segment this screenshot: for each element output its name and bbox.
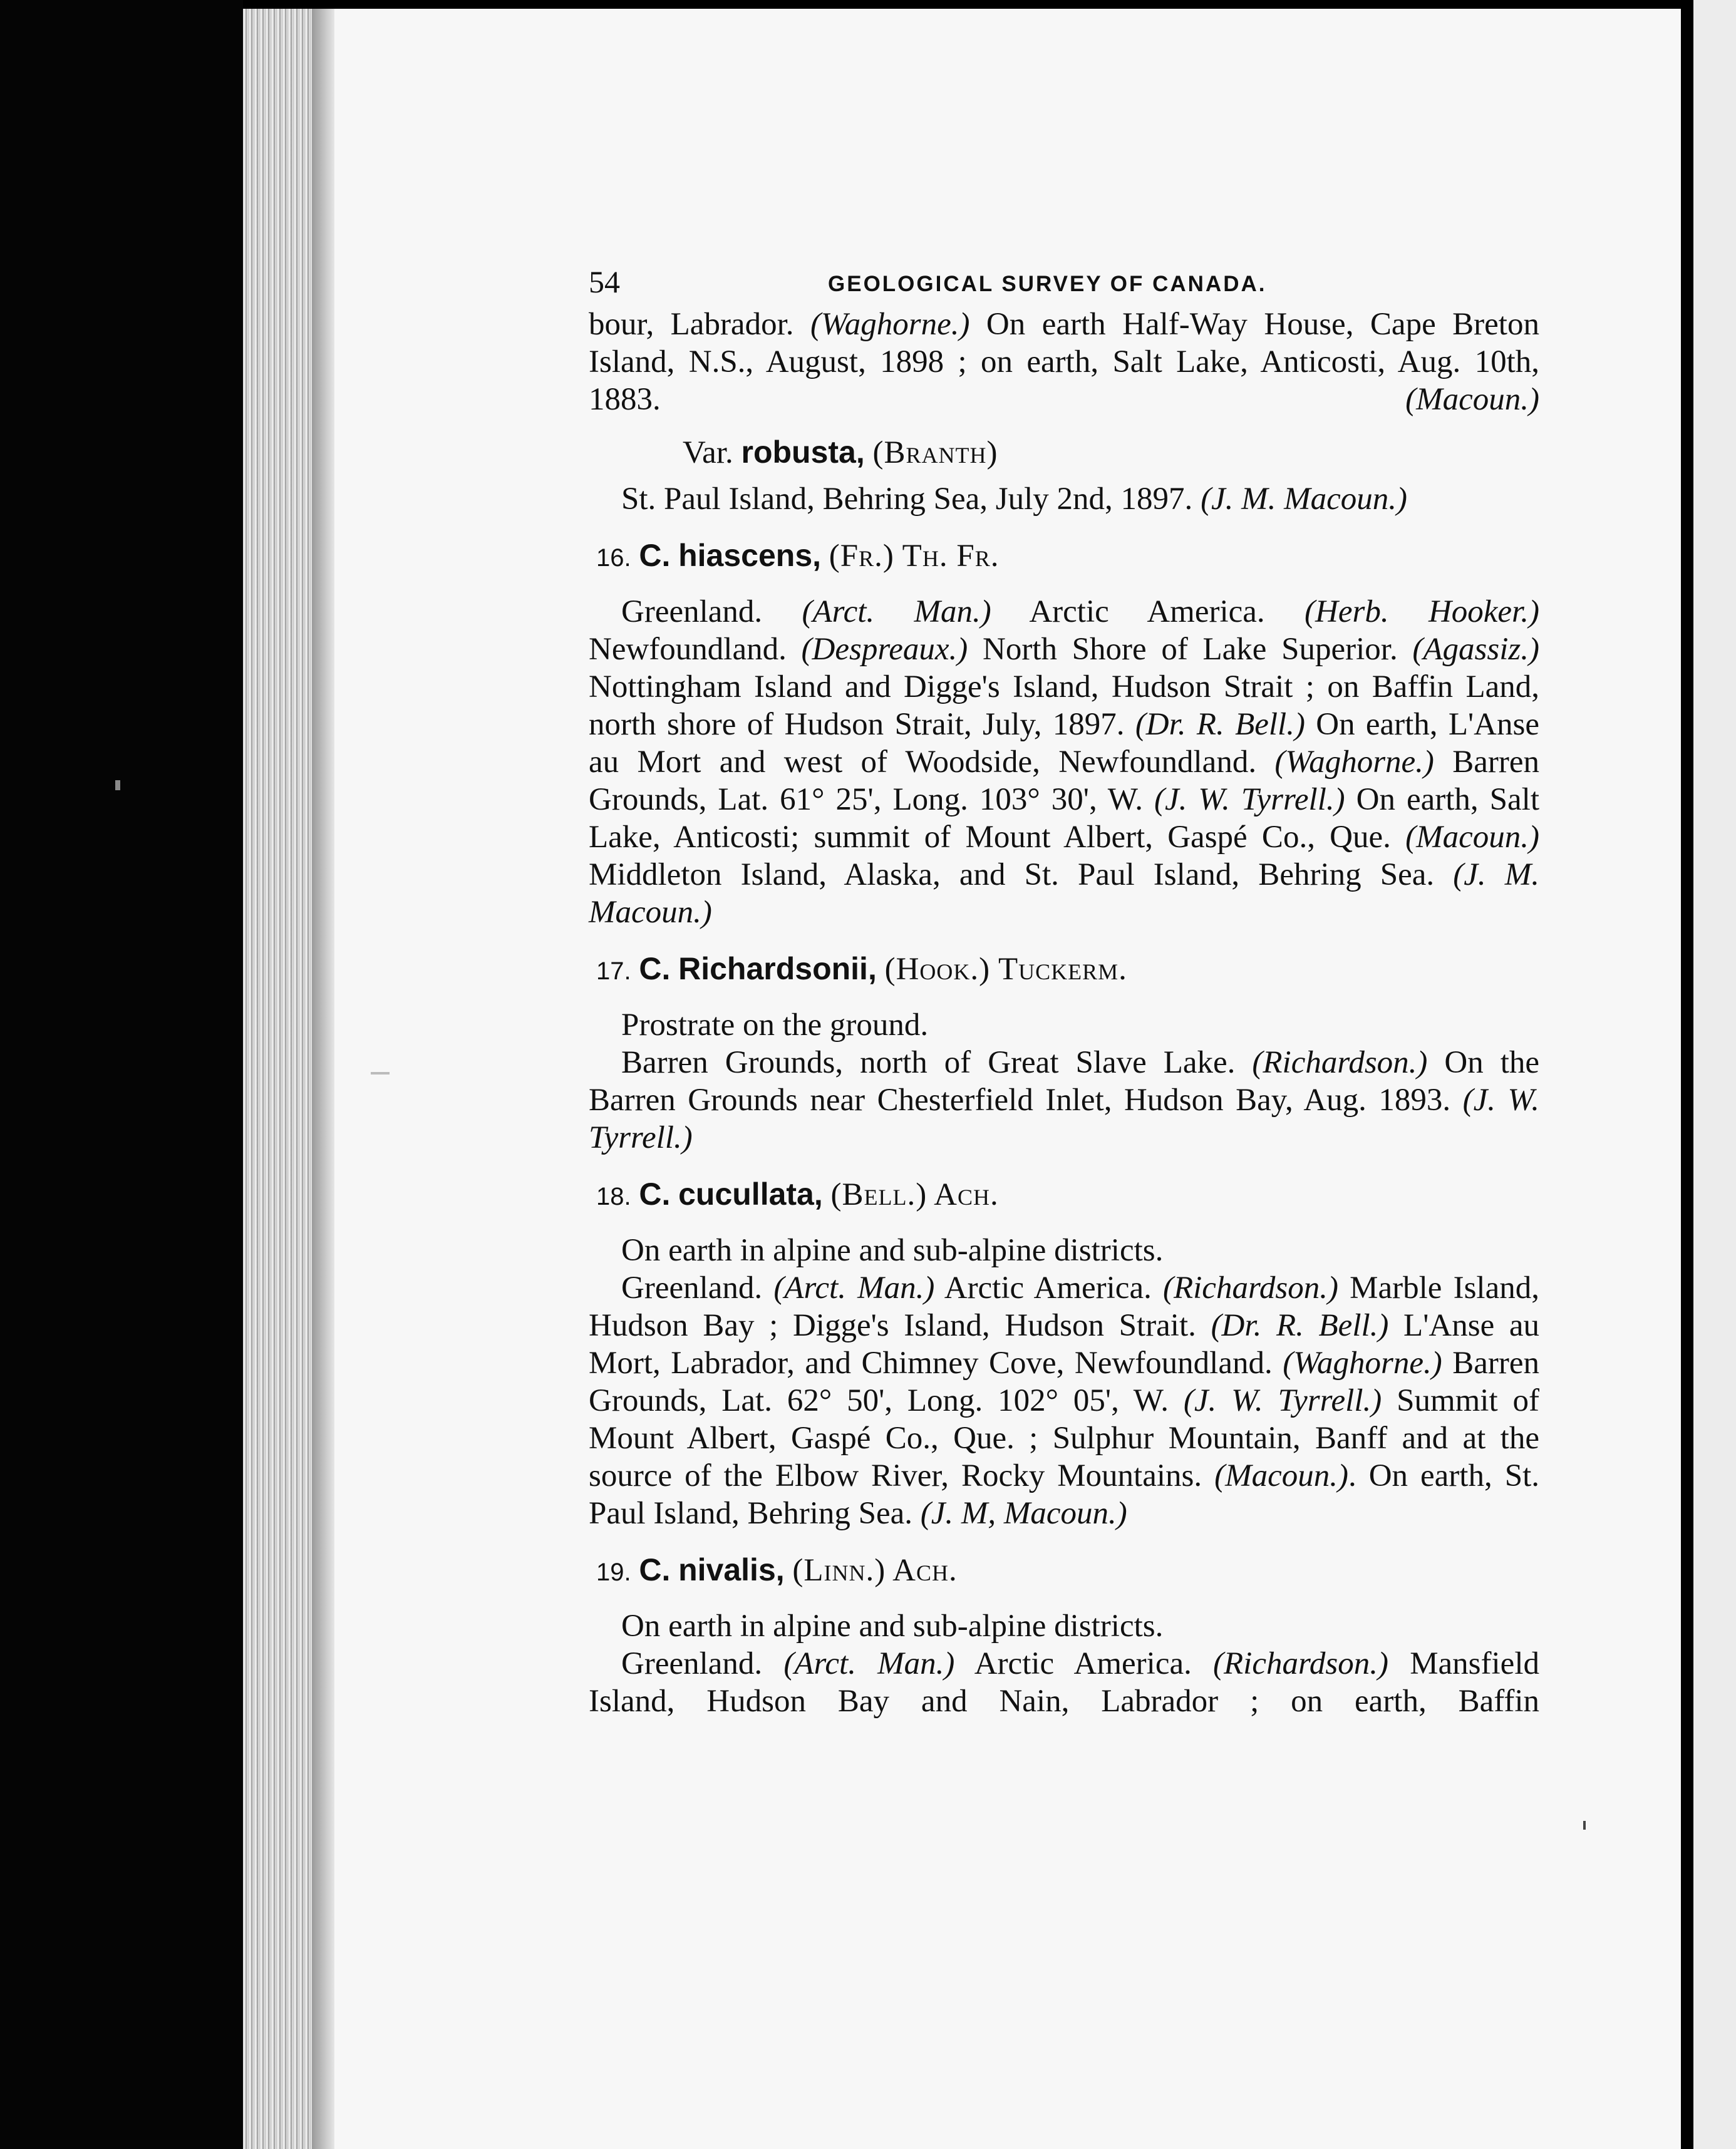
species-habit-18: On earth in alpine and sub-alpine districts. [621,1233,1164,1268]
collector-citation: (Dr. R. Bell.) [1211,1308,1389,1343]
text-run: On earth, L'Anse au Mort and west of Woodside, Newfoundland. [589,707,1539,780]
text-run: Greenland. [621,1646,784,1681]
page-number: 54 [589,264,620,299]
scan-background-top [243,0,1681,9]
species-number: 17. [596,957,631,985]
binding-shadow [312,0,334,2149]
species-number: 16. [596,544,631,572]
collector-citation: (Arct. Man.) [773,1270,935,1306]
scan-speck [115,780,120,790]
species-habit-17: Prostrate on the ground. [621,1008,929,1043]
text-run: St. Paul Island, Behring Sea, July 2nd, 1897. [621,482,1201,517]
scan-speck [371,1072,390,1074]
species-localities-19 [589,1645,1539,1720]
text-run: Barren Grounds, north of Great Slave Lake. [621,1045,1253,1080]
collector-citation: (J. M. Macoun.) [589,857,1539,930]
collector-citation: (Richardson.) [1163,1270,1338,1306]
variety-author: (Branth) [872,435,998,470]
text-run: bour, Labrador. [589,307,810,342]
collector-citation: (Dr. R. Bell.) [1135,707,1305,742]
collector-citation: (J. M, Macoun.) [920,1496,1127,1531]
text-run: On earth Half-Way House, Cape Breton Island, N.S., August, 1898 ; on earth, Salt Lake, Anticosti, Aug. 10th, 1883. [589,307,1539,417]
text-run: Greenland. [621,594,802,629]
text-run: Arctic America. [954,1646,1214,1681]
species-author: (Fr.) Th. Fr. [829,539,1000,574]
collector-citation: (Macoun.) [1405,382,1539,417]
genus-abbrev: C. [639,1552,671,1587]
genus-abbrev: C. [639,538,671,573]
collector-citation: (Macoun.) [1405,820,1539,855]
collector-citation: (Arct. Man.) [802,594,991,629]
species-name: nivalis, [678,1552,785,1587]
species-author: (Linn.) Ach. [792,1553,958,1588]
species-name: Richardsonii, [678,951,877,986]
continued-paragraph [589,306,1539,418]
running-title: GEOLOGICAL SURVEY OF CANADA. [828,272,1267,296]
collector-citation: (Herb. Hooker.) [1305,594,1539,629]
variety-localities [589,480,1539,518]
text-run: North Shore of Lake Superior. [968,632,1413,667]
species-name: hiascens, [678,538,822,573]
page-header [589,263,1539,301]
species-heading-18 [596,1175,1539,1215]
scan-background-left [0,0,243,2149]
text-run: On the Barren Grounds near Chesterfield Inlet, Hudson Bay, Aug. 1893. [589,1045,1540,1118]
text-run: Barren Grounds, Lat. 62° 50', Long. 102° 05', W. [589,1346,1539,1418]
collector-citation: (Waghorne.) [1283,1346,1442,1381]
text-run: Greenland. [621,1270,774,1306]
book-page-edges [243,0,312,2149]
variety-prefix: Var. [683,435,741,470]
species-author: (Hook.) Tuckerm. [884,952,1127,987]
species-localities-18 [589,1269,1539,1532]
text-run: Mansfield Island, Hudson Bay and Nain, Labrador ; on earth, Baffin [589,1646,1539,1719]
collector-citation: (Despreaux.) [801,632,968,667]
species-heading-17 [596,950,1539,990]
collector-citation: (Richardson.) [1213,1646,1389,1681]
scan-speck [1583,1821,1586,1830]
collector-citation: (Macoun.) [1214,1458,1348,1493]
collector-citation: (Waghorne.) [810,307,970,342]
species-name: cucullata, [678,1177,823,1212]
species-localities-16 [589,593,1539,931]
species-number: 19. [596,1559,631,1586]
collector-citation: (J. W. Tyrrell.) [589,1083,1539,1155]
collector-citation: (J. W. Tyrrell.) [1183,1383,1382,1418]
species-localities-17 [589,1044,1539,1157]
facing-page-edge [1693,0,1736,2149]
variety-heading [683,433,1539,472]
scan-gutter-right [1681,0,1693,2149]
text-run: On earth, Salt Lake, Anticosti; summit of Mount Albert, Gaspé Co., Que. [589,782,1539,855]
text-run: Nottingham Island and Digge's Island, Hudson Strait ; on Baffin Land, north shore of Hudson Strait, July, 1897. [589,669,1539,742]
collector-citation: (Arct. Man.) [783,1646,955,1681]
collector-citation: (Agassiz.) [1412,632,1539,667]
text-run: . On earth, St. Paul Island, Behring Sea. [589,1458,1539,1531]
text-run: L'Anse au Mort, Labrador, and Chimney Cove, Newfoundland. [589,1308,1540,1381]
species-author: (Bell.) Ach. [830,1177,999,1212]
text-run: Arctic America. [991,594,1305,629]
species-habit-19: On earth in alpine and sub-alpine districts. [621,1609,1164,1644]
species-heading-19 [596,1551,1539,1591]
collector-citation: (J. W. Tyrrell.) [1154,782,1345,817]
variety-name: robusta, [741,435,865,470]
text-run: Summit of Mount Albert, Gaspé Co., Que. ; Sulphur Mountain, Banff and at the source of the Elbow River, Rocky Mountains. [589,1383,1539,1493]
genus-abbrev: C. [639,951,671,986]
text-run: Arctic America. [934,1270,1163,1306]
text-run: Marble Island, Hudson Bay ; Digge's Island, Hudson Strait. [589,1270,1539,1343]
genus-abbrev: C. [639,1177,671,1212]
collector-citation: (Waghorne.) [1274,745,1434,780]
text-run: Newfoundland. [589,632,802,667]
species-heading-16 [596,537,1539,577]
text-run: Middleton Island, Alaska, and St. Paul Island, Behring Sea. [589,857,1454,892]
collector-citation: (J. M. Macoun.) [1201,482,1408,517]
species-number: 18. [596,1183,631,1210]
page-text [589,263,1539,1720]
collector-citation: (Richardson.) [1252,1045,1428,1080]
text-run: Barren Grounds, Lat. 61° 25', Long. 103° 30', W. [589,745,1540,817]
